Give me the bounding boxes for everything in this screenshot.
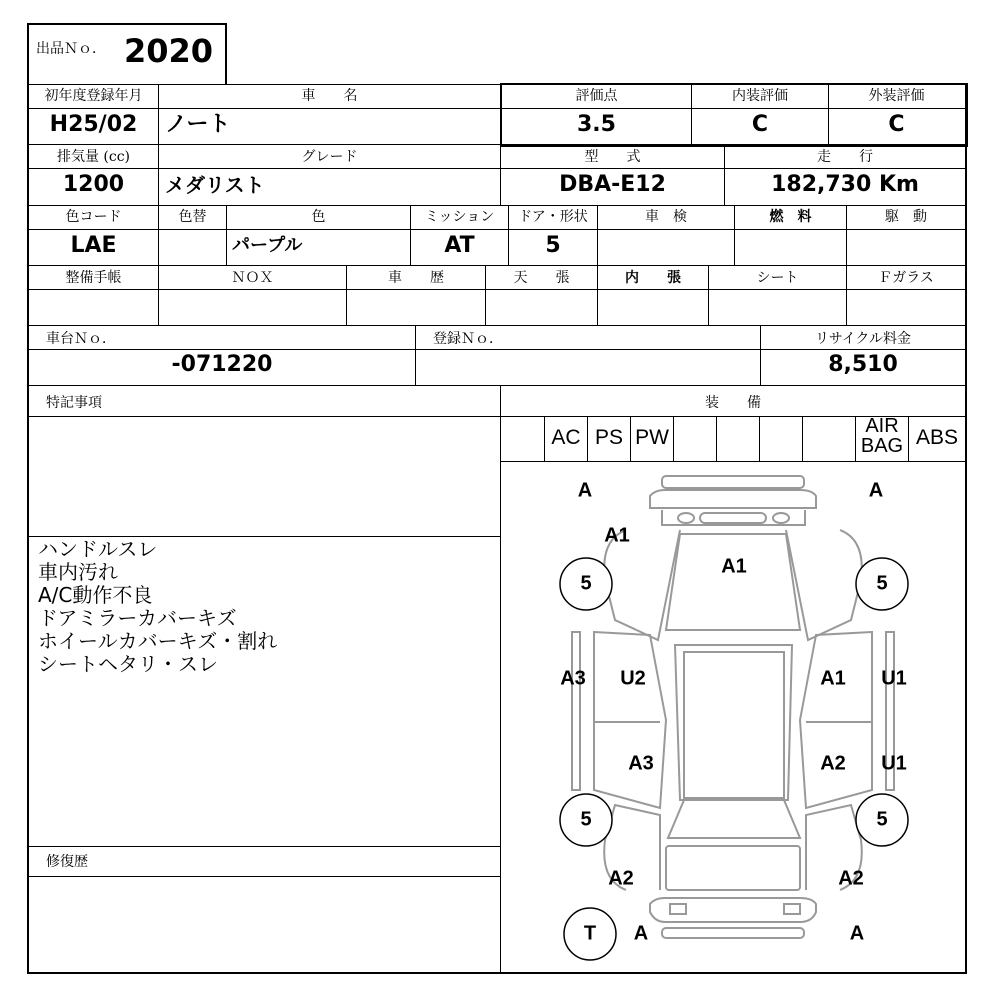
damage-mark-left-sill-front: A3 — [560, 667, 586, 690]
damage-mark-rear-left-fender: A2 — [608, 867, 634, 890]
car-damage-diagram — [501, 462, 965, 972]
car-name-value: ノート — [165, 112, 231, 137]
interior-score-value: C — [751, 112, 769, 137]
displacement-value: 1200 — [62, 172, 125, 197]
lot-box-left — [27, 23, 29, 84]
eq-div-4 — [673, 416, 674, 461]
hr-876-left — [27, 876, 501, 877]
damage-mark-hood: A1 — [721, 555, 747, 578]
color-label: 色 — [311, 209, 326, 225]
damage-mark-left-fender: A1 — [604, 524, 630, 547]
damage-mark-rear-right-fender: A2 — [838, 867, 864, 890]
score-value: 3.5 — [577, 112, 616, 137]
note-line: ドアミラーカバーキズ — [38, 606, 237, 630]
color-code-label: 色コード — [65, 209, 122, 225]
damage-mark-rear-bumper-left: A — [633, 922, 649, 945]
lot-box-right — [225, 23, 227, 84]
recycle-value: 8,510 — [828, 352, 898, 377]
eq-div-7 — [802, 416, 803, 461]
special-notes-label: 特記事項 — [46, 395, 102, 411]
hr-229 — [27, 229, 967, 230]
exterior-score-value: C — [888, 112, 905, 137]
fuel-label: 燃 料 — [769, 209, 812, 225]
hr-168 — [27, 168, 967, 169]
equipment-airbag: AIR BAG — [860, 415, 904, 457]
seat-label: シート — [756, 270, 799, 286]
mileage-value: 182,730 Km — [771, 172, 919, 197]
note-line: ホイールカバーキズ・割れ — [38, 629, 278, 653]
recycle-label: リサイクル料金 — [814, 331, 912, 347]
interior-score-label: 内装評価 — [732, 88, 788, 104]
note-line: ハンドルスレ — [38, 537, 158, 561]
model-label: 型 式 — [584, 149, 641, 165]
chassis-value: -071220 — [171, 352, 273, 377]
repair-history-label: 修復歴 — [46, 854, 88, 870]
windshield-label: Ｆガラス — [878, 270, 934, 286]
drive-label: 駆 動 — [885, 209, 927, 225]
model-value: DBA-E12 — [559, 172, 666, 197]
hr-385 — [27, 385, 967, 386]
score-label: 評価点 — [575, 88, 618, 104]
lot-box-top — [27, 23, 227, 25]
doors-label: ドア・形状 — [518, 209, 588, 225]
damage-mark-right-door-rear: A2 — [820, 752, 846, 775]
damage-mark-spare-tire: T — [583, 922, 597, 945]
equipment-pw: PW — [635, 426, 669, 449]
damage-mark-front-left: A — [577, 479, 593, 502]
lot-label: 出品Ｎｏ． — [36, 41, 106, 57]
interior-trim-label: 内 張 — [625, 270, 681, 286]
equipment-ac: AC — [551, 426, 581, 449]
damage-mark-tire-rl: 5 — [580, 808, 592, 831]
first-reg-label: 初年度登録年月 — [44, 88, 143, 104]
roof-label: 天 張 — [513, 270, 570, 286]
transmission-value: AT — [444, 233, 475, 258]
hr-416 — [27, 416, 967, 417]
lot-number: 2020 — [124, 32, 214, 70]
note-line: A/C動作不良 — [38, 583, 153, 607]
service-book-label: 整備手帳 — [65, 270, 122, 286]
damage-mark-right-door-front: A1 — [820, 667, 846, 690]
displacement-label: 排気量 (cc) — [56, 149, 131, 165]
hr-289 — [27, 289, 967, 290]
exterior-score-label: 外装評価 — [868, 88, 925, 104]
equipment-label: 装 備 — [705, 395, 761, 411]
color-value: パープル — [232, 235, 303, 256]
registration-label: 登録Ｎｏ． — [433, 331, 503, 347]
equipment-ps: PS — [594, 426, 623, 449]
first-reg-value: H25/02 — [49, 112, 138, 137]
grade-value: メダリスト — [165, 173, 265, 197]
transmission-label: ミッション — [424, 209, 495, 225]
equipment-abs: ABS — [915, 426, 959, 449]
history-label: 車 歴 — [388, 270, 444, 286]
car-name-label: 車 名 — [301, 88, 358, 104]
hr-846-left — [27, 846, 501, 847]
tire-markers — [560, 555, 908, 960]
nox-label: ＮＯＸ — [231, 270, 274, 286]
doors-value: 5 — [545, 233, 561, 258]
form-bottom-border — [27, 972, 967, 974]
mileage-label: 走 行 — [817, 149, 873, 165]
vr5-a — [415, 325, 416, 385]
inspection-label: 車 検 — [645, 209, 687, 225]
chassis-label: 車台Ｎｏ． — [46, 331, 116, 347]
eq-div-6 — [759, 416, 760, 461]
damage-mark-right-sill-front: U1 — [881, 667, 907, 690]
eq-div-5 — [716, 416, 717, 461]
hr-325 — [27, 325, 967, 326]
hr-205 — [27, 205, 967, 206]
note-line: シートヘタリ・スレ — [38, 652, 218, 676]
damage-mark-tire-fr: 5 — [876, 572, 888, 595]
special-notes-list — [38, 538, 277, 676]
damage-mark-front-right: A — [868, 479, 884, 502]
damage-mark-tire-fl: 5 — [580, 572, 592, 595]
note-line: 車内汚れ — [38, 560, 118, 584]
color-code-value: LAE — [70, 233, 117, 258]
damage-mark-left-door-rear: A3 — [628, 752, 654, 775]
hr-265 — [27, 265, 967, 266]
damage-mark-tire-rr: 5 — [876, 808, 888, 831]
damage-mark-rear-bumper-right: A — [849, 922, 865, 945]
damage-mark-left-door-front: U2 — [620, 667, 646, 690]
repaint-label: 色替 — [178, 209, 207, 225]
grade-label: グレード — [301, 149, 358, 165]
damage-mark-right-sill-rear: U1 — [881, 752, 907, 775]
form-right-border — [965, 84, 967, 974]
